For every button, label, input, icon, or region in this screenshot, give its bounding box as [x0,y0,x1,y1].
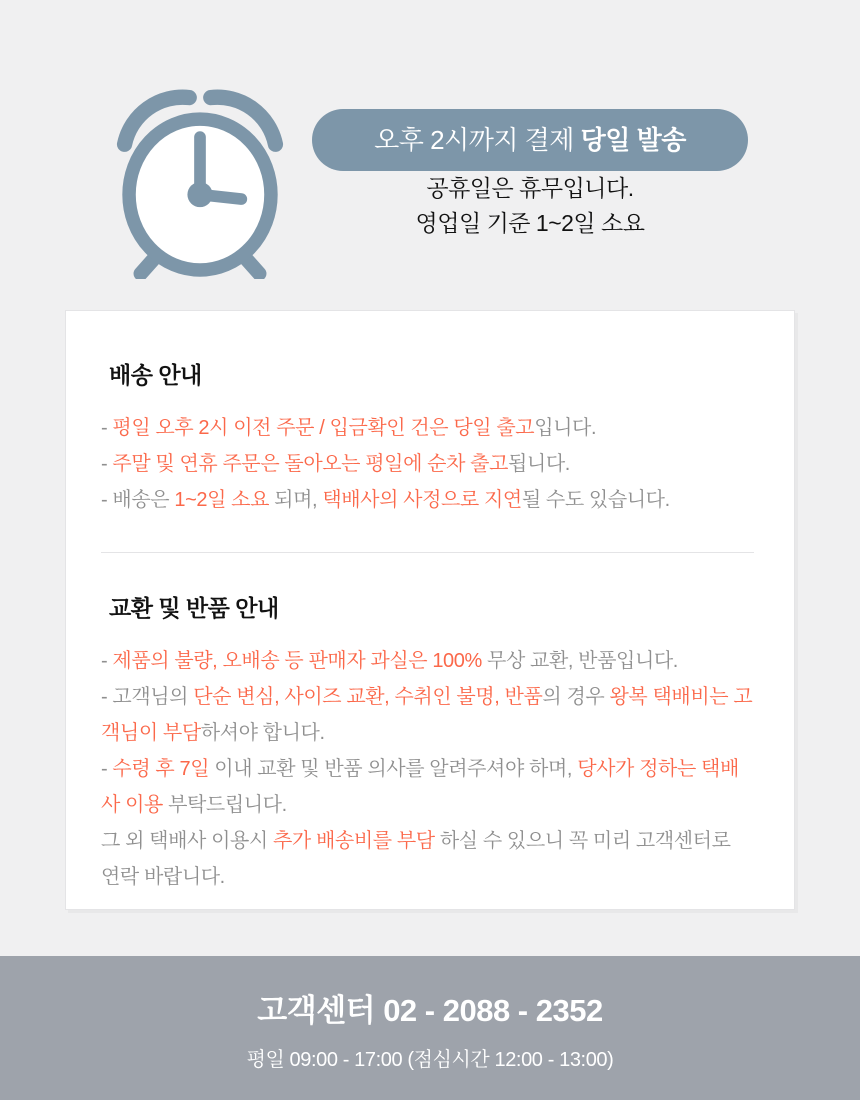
banner-section [0,0,860,280]
shipping-notice-item: - 주말 및 연휴 주문은 돌아오는 평일에 순차 출고됩니다. [101,453,570,475]
returns-notice-item: - 제품의 불량, 오배송 등 판매자 과실은 100% 무상 교환, 반품입니다. [101,650,678,672]
banner-subtitle-line2: 영업일 기준 1~2일 소요 [415,210,645,236]
banner-subtitle-line1: 공휴일은 휴무입니다. [426,175,634,201]
banner-text-column [312,85,748,280]
banner-content [110,85,860,280]
badge-text-bold: 당일 발송 [580,125,686,155]
returns-section-title: 교환 및 반품 안내 [109,595,279,621]
returns-notice-item: 그 외 택배사 이용시 추가 배송비를 부담 하실 수 있으니 꼭 미리 고객센터로 연락 바랍니다. [101,830,731,888]
section-divider [101,552,754,553]
badge-text-normal: 오후 2시까지 결제 [374,125,581,155]
same-day-shipping-badge [312,109,748,171]
returns-notice-item: - 고객님의 단순 변심, 사이즈 교환, 수취인 불명, 반품의 경우 왕복 택배비는 고객님이 부담하셔야 합니다. [101,686,753,744]
footer [0,956,860,1100]
customer-center-phone: 고객센터 02 - 2088 - 2352 [257,992,603,1028]
notice-card [65,310,795,910]
shipping-notice-item: - 배송은 1~2일 소요 되며, 택배사의 사정으로 지연될 수도 있습니다. [101,489,670,511]
shipping-notice-item: - 평일 오후 2시 이전 주문 / 입금확인 건은 당일 출고입니다. [101,417,597,439]
returns-notice-item: - 수령 후 7일 이내 교환 및 반품 의사를 알려주셔야 하며, 당사가 정하는 택배사 이용 부탁드립니다. [101,758,739,816]
business-hours: 평일 09:00 - 17:00 (점심시간 12:00 - 13:00) [246,1048,614,1071]
shipping-section-title: 배송 안내 [109,362,202,388]
alarm-clock-icon [110,85,290,280]
